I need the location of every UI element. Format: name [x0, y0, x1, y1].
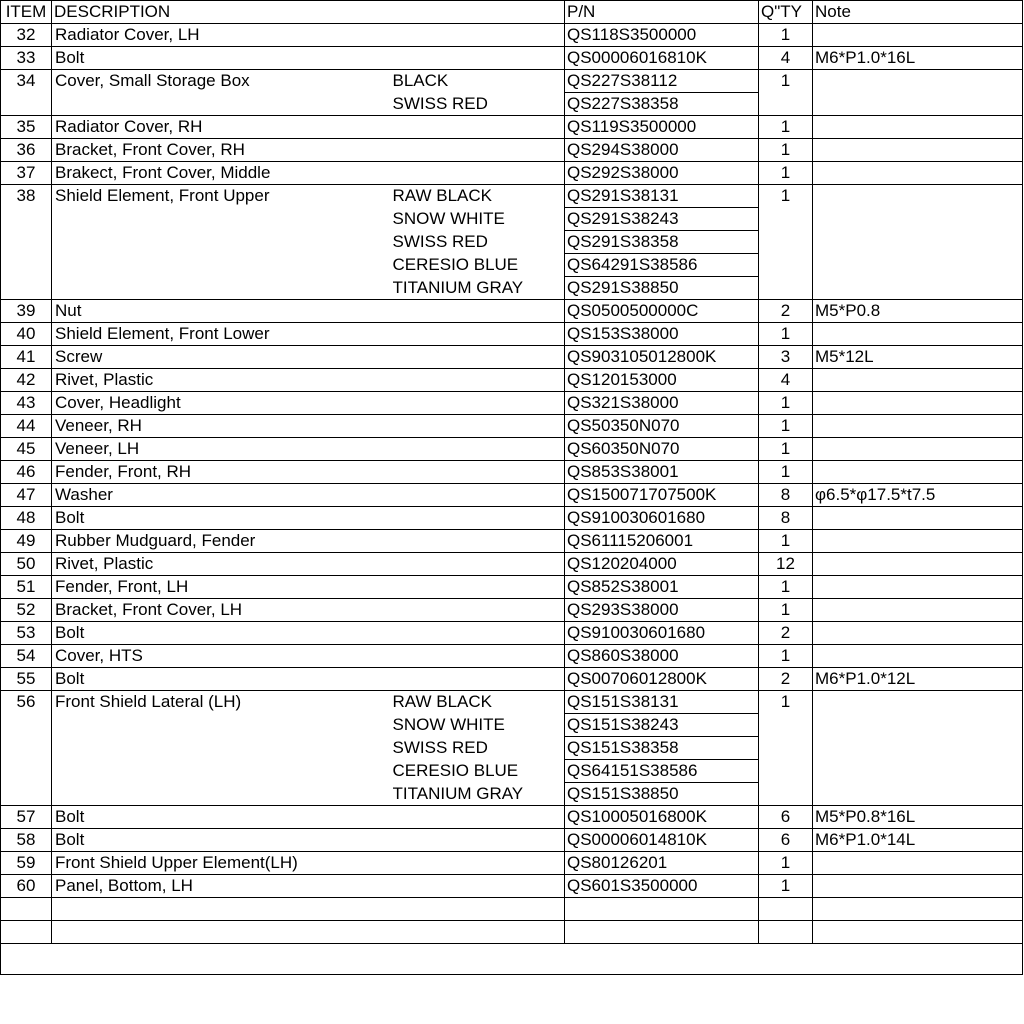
part-number: QS00006014810K: [565, 829, 759, 852]
part-description: Veneer, RH: [52, 415, 393, 438]
table-row: [1, 116, 1023, 139]
quantity: 2: [759, 622, 813, 645]
quantity: 1: [759, 392, 813, 415]
table-row: [1, 599, 1023, 622]
part-number: QS227S38358: [565, 93, 759, 116]
part-description: Bolt: [52, 47, 393, 70]
part-color: [393, 599, 565, 622]
part-color: [393, 346, 565, 369]
part-description: Bracket, Front Cover, LH: [52, 599, 393, 622]
item-number: 33: [1, 47, 52, 70]
quantity: 1: [759, 415, 813, 438]
note: [813, 162, 1023, 185]
table-row: [1, 185, 1023, 208]
part-number: QS119S3500000: [565, 116, 759, 139]
table-row: [1, 139, 1023, 162]
part-color: [393, 139, 565, 162]
quantity: 1: [759, 645, 813, 668]
note: φ6.5*φ17.5*t7.5: [813, 484, 1023, 507]
item-number: 52: [1, 599, 52, 622]
item-number: 43: [1, 392, 52, 415]
part-number: QS294S38000: [565, 139, 759, 162]
item-number: 46: [1, 461, 52, 484]
note: [813, 392, 1023, 415]
note: M5*P0.8*16L: [813, 806, 1023, 829]
note: M5*12L: [813, 346, 1023, 369]
part-color: RAW BLACK: [393, 691, 565, 714]
quantity: 3: [759, 346, 813, 369]
part-color: RAW BLACK: [393, 185, 565, 208]
part-color: [393, 806, 565, 829]
item-number: 41: [1, 346, 52, 369]
part-number: QS00706012800K: [565, 668, 759, 691]
part-color: [393, 829, 565, 852]
part-color: [393, 852, 565, 875]
note: M6*P1.0*12L: [813, 668, 1023, 691]
item-number: 58: [1, 829, 52, 852]
empty-cell: [759, 921, 813, 944]
empty-row: [1, 898, 1023, 921]
part-number: QS151S38850: [565, 783, 759, 806]
part-color: TITANIUM GRAY: [393, 277, 565, 300]
table-row: [1, 369, 1023, 392]
note: [813, 507, 1023, 530]
part-color: [393, 576, 565, 599]
table-row: [1, 875, 1023, 898]
part-color: [393, 484, 565, 507]
part-color: [393, 369, 565, 392]
item-number: 57: [1, 806, 52, 829]
part-description: Nut: [52, 300, 393, 323]
part-color: [393, 392, 565, 415]
quantity: 1: [759, 461, 813, 484]
empty-cell: [52, 898, 565, 921]
item-number: 39: [1, 300, 52, 323]
part-number: QS151S38243: [565, 714, 759, 737]
part-description: Bolt: [52, 507, 393, 530]
quantity: 4: [759, 369, 813, 392]
table-row: [1, 668, 1023, 691]
empty-cell: [1, 898, 52, 921]
part-color: BLACK: [393, 70, 565, 93]
table-row: [1, 415, 1023, 438]
part-description: Radiator Cover, LH: [52, 24, 393, 47]
empty-cell: [565, 898, 759, 921]
quantity: 1: [759, 24, 813, 47]
part-color: [393, 415, 565, 438]
part-number: QS852S38001: [565, 576, 759, 599]
quantity: 2: [759, 300, 813, 323]
header-qty: Q"TY: [759, 1, 813, 24]
note: [813, 70, 1023, 116]
empty-row: [1, 944, 1023, 975]
header-row: [1, 1, 1023, 24]
part-number: QS853S38001: [565, 461, 759, 484]
part-description: Front Shield Lateral (LH): [52, 691, 393, 806]
part-color: SWISS RED: [393, 231, 565, 254]
quantity: 2: [759, 668, 813, 691]
note: [813, 553, 1023, 576]
table-row: [1, 24, 1023, 47]
item-number: 44: [1, 415, 52, 438]
item-number: 40: [1, 323, 52, 346]
quantity: 1: [759, 116, 813, 139]
part-number: QS291S38850: [565, 277, 759, 300]
quantity: 1: [759, 691, 813, 806]
part-description: Screw: [52, 346, 393, 369]
empty-cell: [1, 944, 1023, 975]
table-row: [1, 553, 1023, 576]
empty-row: [1, 921, 1023, 944]
quantity: 1: [759, 599, 813, 622]
part-number: QS0500500000C: [565, 300, 759, 323]
part-color: [393, 24, 565, 47]
note: M5*P0.8: [813, 300, 1023, 323]
part-description: Shield Element, Front Lower: [52, 323, 393, 346]
part-number: QS291S38131: [565, 185, 759, 208]
table-row: [1, 70, 1023, 93]
part-number: QS291S38358: [565, 231, 759, 254]
note: M6*P1.0*14L: [813, 829, 1023, 852]
item-number: 35: [1, 116, 52, 139]
part-description: Panel, Bottom, LH: [52, 875, 393, 898]
item-number: 49: [1, 530, 52, 553]
table-row: [1, 47, 1023, 70]
part-description: Shield Element, Front Upper: [52, 185, 393, 300]
table-row: [1, 530, 1023, 553]
table-row: [1, 461, 1023, 484]
item-number: 48: [1, 507, 52, 530]
part-description: Bolt: [52, 806, 393, 829]
part-description: Veneer, LH: [52, 438, 393, 461]
note: [813, 645, 1023, 668]
part-number: QS151S38131: [565, 691, 759, 714]
table-row: [1, 484, 1023, 507]
header-item: ITEM: [1, 1, 52, 24]
part-color: [393, 300, 565, 323]
part-number: QS601S3500000: [565, 875, 759, 898]
part-number: QS910030601680: [565, 507, 759, 530]
note: [813, 461, 1023, 484]
item-number: 45: [1, 438, 52, 461]
item-number: 47: [1, 484, 52, 507]
quantity: 8: [759, 484, 813, 507]
part-description: Rubber Mudguard, Fender: [52, 530, 393, 553]
table-row: [1, 323, 1023, 346]
table-row: [1, 622, 1023, 645]
part-color: [393, 875, 565, 898]
part-number: QS80126201: [565, 852, 759, 875]
part-description: Brakect, Front Cover, Middle: [52, 162, 393, 185]
part-number: QS293S38000: [565, 599, 759, 622]
part-color: [393, 323, 565, 346]
item-number: 50: [1, 553, 52, 576]
quantity: 12: [759, 553, 813, 576]
part-description: Fender, Front, RH: [52, 461, 393, 484]
table-row: [1, 691, 1023, 714]
table-row: [1, 576, 1023, 599]
part-number: QS321S38000: [565, 392, 759, 415]
part-number: QS120204000: [565, 553, 759, 576]
quantity: 1: [759, 576, 813, 599]
part-number: QS227S38112: [565, 70, 759, 93]
item-number: 38: [1, 185, 52, 300]
part-color: [393, 47, 565, 70]
quantity: 6: [759, 806, 813, 829]
note: [813, 369, 1023, 392]
note: [813, 116, 1023, 139]
part-number: QS903105012800K: [565, 346, 759, 369]
part-color: [393, 668, 565, 691]
note: [813, 415, 1023, 438]
part-number: QS60350N070: [565, 438, 759, 461]
note: [813, 852, 1023, 875]
part-color: SNOW WHITE: [393, 208, 565, 231]
note: [813, 622, 1023, 645]
part-number: QS120153000: [565, 369, 759, 392]
quantity: 1: [759, 530, 813, 553]
quantity: 1: [759, 162, 813, 185]
note: [813, 530, 1023, 553]
part-color: [393, 507, 565, 530]
quantity: 4: [759, 47, 813, 70]
part-description: Cover, Headlight: [52, 392, 393, 415]
part-number: QS860S38000: [565, 645, 759, 668]
note: [813, 691, 1023, 806]
part-color: [393, 622, 565, 645]
part-color: TITANIUM GRAY: [393, 783, 565, 806]
item-number: 59: [1, 852, 52, 875]
part-color: SWISS RED: [393, 737, 565, 760]
table-row: [1, 162, 1023, 185]
empty-cell: [813, 898, 1023, 921]
item-number: 36: [1, 139, 52, 162]
empty-cell: [1, 921, 52, 944]
empty-cell: [759, 898, 813, 921]
part-number: QS291S38243: [565, 208, 759, 231]
quantity: 1: [759, 323, 813, 346]
part-number: QS910030601680: [565, 622, 759, 645]
note: [813, 576, 1023, 599]
part-number: QS151S38358: [565, 737, 759, 760]
part-color: [393, 530, 565, 553]
note: [813, 24, 1023, 47]
part-color: [393, 645, 565, 668]
empty-cell: [52, 921, 565, 944]
note: [813, 185, 1023, 300]
part-color: [393, 116, 565, 139]
note: [813, 323, 1023, 346]
table-row: [1, 806, 1023, 829]
parts-table-body: [1, 24, 1023, 975]
part-color: SNOW WHITE: [393, 714, 565, 737]
empty-cell: [565, 921, 759, 944]
quantity: 6: [759, 829, 813, 852]
part-number: QS64291S38586: [565, 254, 759, 277]
item-number: 55: [1, 668, 52, 691]
part-description: Fender, Front, LH: [52, 576, 393, 599]
part-color: [393, 162, 565, 185]
item-number: 53: [1, 622, 52, 645]
quantity: 1: [759, 70, 813, 116]
quantity: 8: [759, 507, 813, 530]
item-number: 56: [1, 691, 52, 806]
part-description: Bolt: [52, 622, 393, 645]
part-number: QS50350N070: [565, 415, 759, 438]
table-row: [1, 392, 1023, 415]
note: [813, 438, 1023, 461]
part-color: SWISS RED: [393, 93, 565, 116]
part-description: Front Shield Upper Element(LH): [52, 852, 393, 875]
part-description: Bracket, Front Cover, RH: [52, 139, 393, 162]
item-number: 42: [1, 369, 52, 392]
part-color: [393, 438, 565, 461]
part-description: Radiator Cover, RH: [52, 116, 393, 139]
part-description: Cover, HTS: [52, 645, 393, 668]
part-number: QS292S38000: [565, 162, 759, 185]
quantity: 1: [759, 139, 813, 162]
item-number: 34: [1, 70, 52, 116]
table-row: [1, 829, 1023, 852]
empty-cell: [813, 921, 1023, 944]
table-row: [1, 852, 1023, 875]
part-color: CERESIO BLUE: [393, 254, 565, 277]
item-number: 51: [1, 576, 52, 599]
part-color: CERESIO BLUE: [393, 760, 565, 783]
part-description: Bolt: [52, 829, 393, 852]
part-description: Rivet, Plastic: [52, 369, 393, 392]
part-description: Washer: [52, 484, 393, 507]
item-number: 32: [1, 24, 52, 47]
header-note: Note: [813, 1, 1023, 24]
table-row: [1, 507, 1023, 530]
quantity: 1: [759, 438, 813, 461]
part-description: Cover, Small Storage Box: [52, 70, 393, 116]
part-description: Bolt: [52, 668, 393, 691]
note: M6*P1.0*16L: [813, 47, 1023, 70]
quantity: 1: [759, 852, 813, 875]
table-row: [1, 300, 1023, 323]
quantity: 1: [759, 875, 813, 898]
part-number: QS00006016810K: [565, 47, 759, 70]
note: [813, 599, 1023, 622]
part-number: QS153S38000: [565, 323, 759, 346]
part-color: [393, 553, 565, 576]
item-number: 54: [1, 645, 52, 668]
header-description: DESCRIPTION: [52, 1, 565, 24]
part-number: QS118S3500000: [565, 24, 759, 47]
part-color: [393, 461, 565, 484]
part-number: QS150071707500K: [565, 484, 759, 507]
table-row: [1, 438, 1023, 461]
part-description: Rivet, Plastic: [52, 553, 393, 576]
header-pn: P/N: [565, 1, 759, 24]
part-number: QS10005016800K: [565, 806, 759, 829]
table-row: [1, 346, 1023, 369]
item-number: 37: [1, 162, 52, 185]
quantity: 1: [759, 185, 813, 300]
table-row: [1, 645, 1023, 668]
item-number: 60: [1, 875, 52, 898]
part-number: QS64151S38586: [565, 760, 759, 783]
note: [813, 139, 1023, 162]
part-number: QS61115206001: [565, 530, 759, 553]
note: [813, 875, 1023, 898]
